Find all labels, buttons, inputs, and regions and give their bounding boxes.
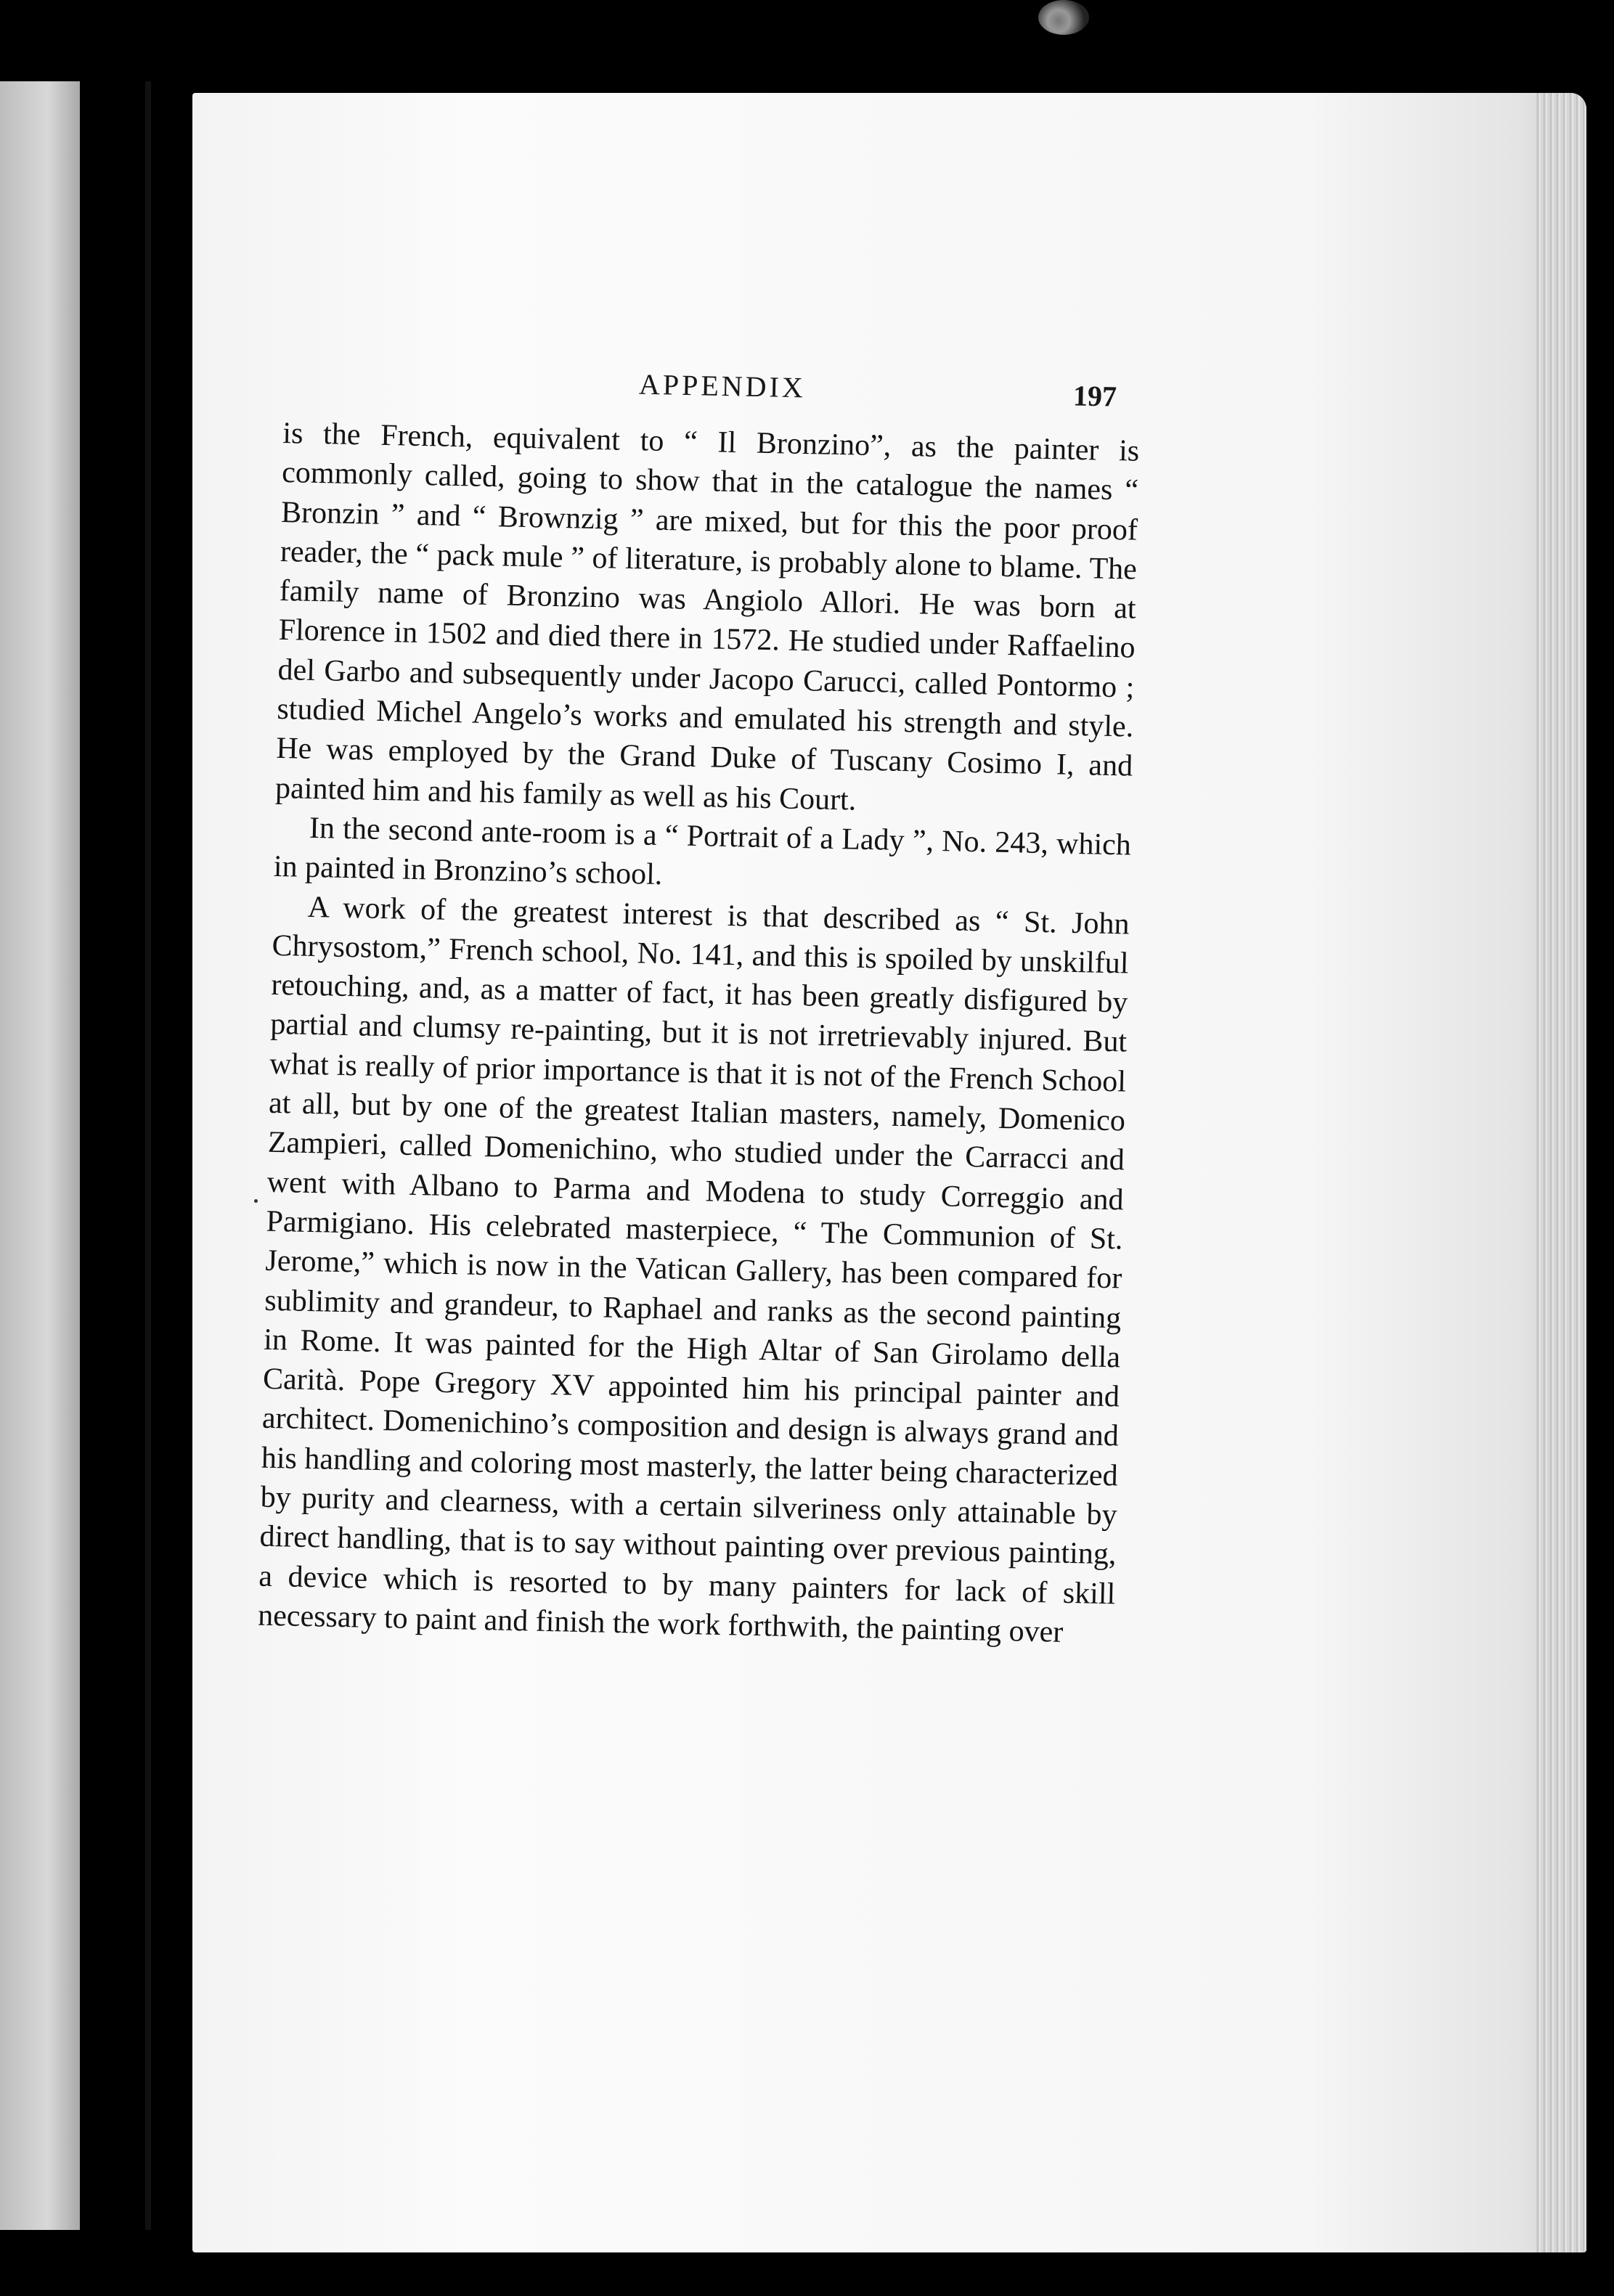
page-stack-edge xyxy=(1536,93,1586,2252)
body-text xyxy=(258,414,1140,1654)
scan-speck xyxy=(1038,0,1089,35)
page-number: 197 xyxy=(1072,379,1117,413)
running-header: APPENDIX xyxy=(638,367,807,404)
margin-mark xyxy=(254,1199,258,1203)
paragraph-3: A work of the greatest interest is that described as “ St. John Chrysostom,” French school, No. 141, and this is spoiled by unskilful retouching, and, as a matter of fact, it has been greatly disfigured by partial and clumsy re-painting, but it is not irretrievably injured. But what is really of prior importance is that it is not of the French School at all, but by one of the greatest Italian masters, namely, Domenico Zampieri, called Domenichino, who studied under the Carracci and went with Albano to Parma and Modena to study Correggio and Parmigiano. His celebrated masterpiece, “ The Communion of St. Jerome,” which is now in the Vatican Gallery, has been compared for sublimity and grandeur, to Raphael and ranks as the second painting in Rome. It was painted for the High Altar of San Girolamo della Carità. Pope Gregory XV appointed him his principal painter and architect. Domenichino’s composition and design is always grand and his handling and coloring most masterly, the latter being characterized by purity and clearness, with a certain silveriness only attainable by direct handling, that is to say without painting over previous painting, a device which is resorted to by many painters for lack of skill necessary to paint and finish the work forthwith, the painting over xyxy=(257,890,1130,1649)
page-fold xyxy=(145,81,151,2230)
paragraph-1: is the French, equivalent to “ Il Bronzino”, as the painter is commonly called, going to show that in the catalogue the names “ Bronzin ” and “ Brownzig ” are mixed, but for this the poor proof reader, the “ pack mule ” of literature, is probably alone to blame. The family name of Bronzino was Angiolo Allori. He was born at Florence in 1502 and died there in 1572. He studied under Raffaelino del Garbo and subsequently under Jacopo Carucci, called Pontormo ; studied Michel Angelo’s works and emulated his strength and style. He was employed by the Grand Duke of Tuscany Cosimo I, and painted him and his family as well as his Court. xyxy=(274,416,1140,817)
left-page-edge xyxy=(0,81,80,2230)
paragraph-2: In the second ante-room is a “ Portrait of a Lady ”, No. 243, which in painted in Bronzino’s school. xyxy=(273,811,1132,892)
